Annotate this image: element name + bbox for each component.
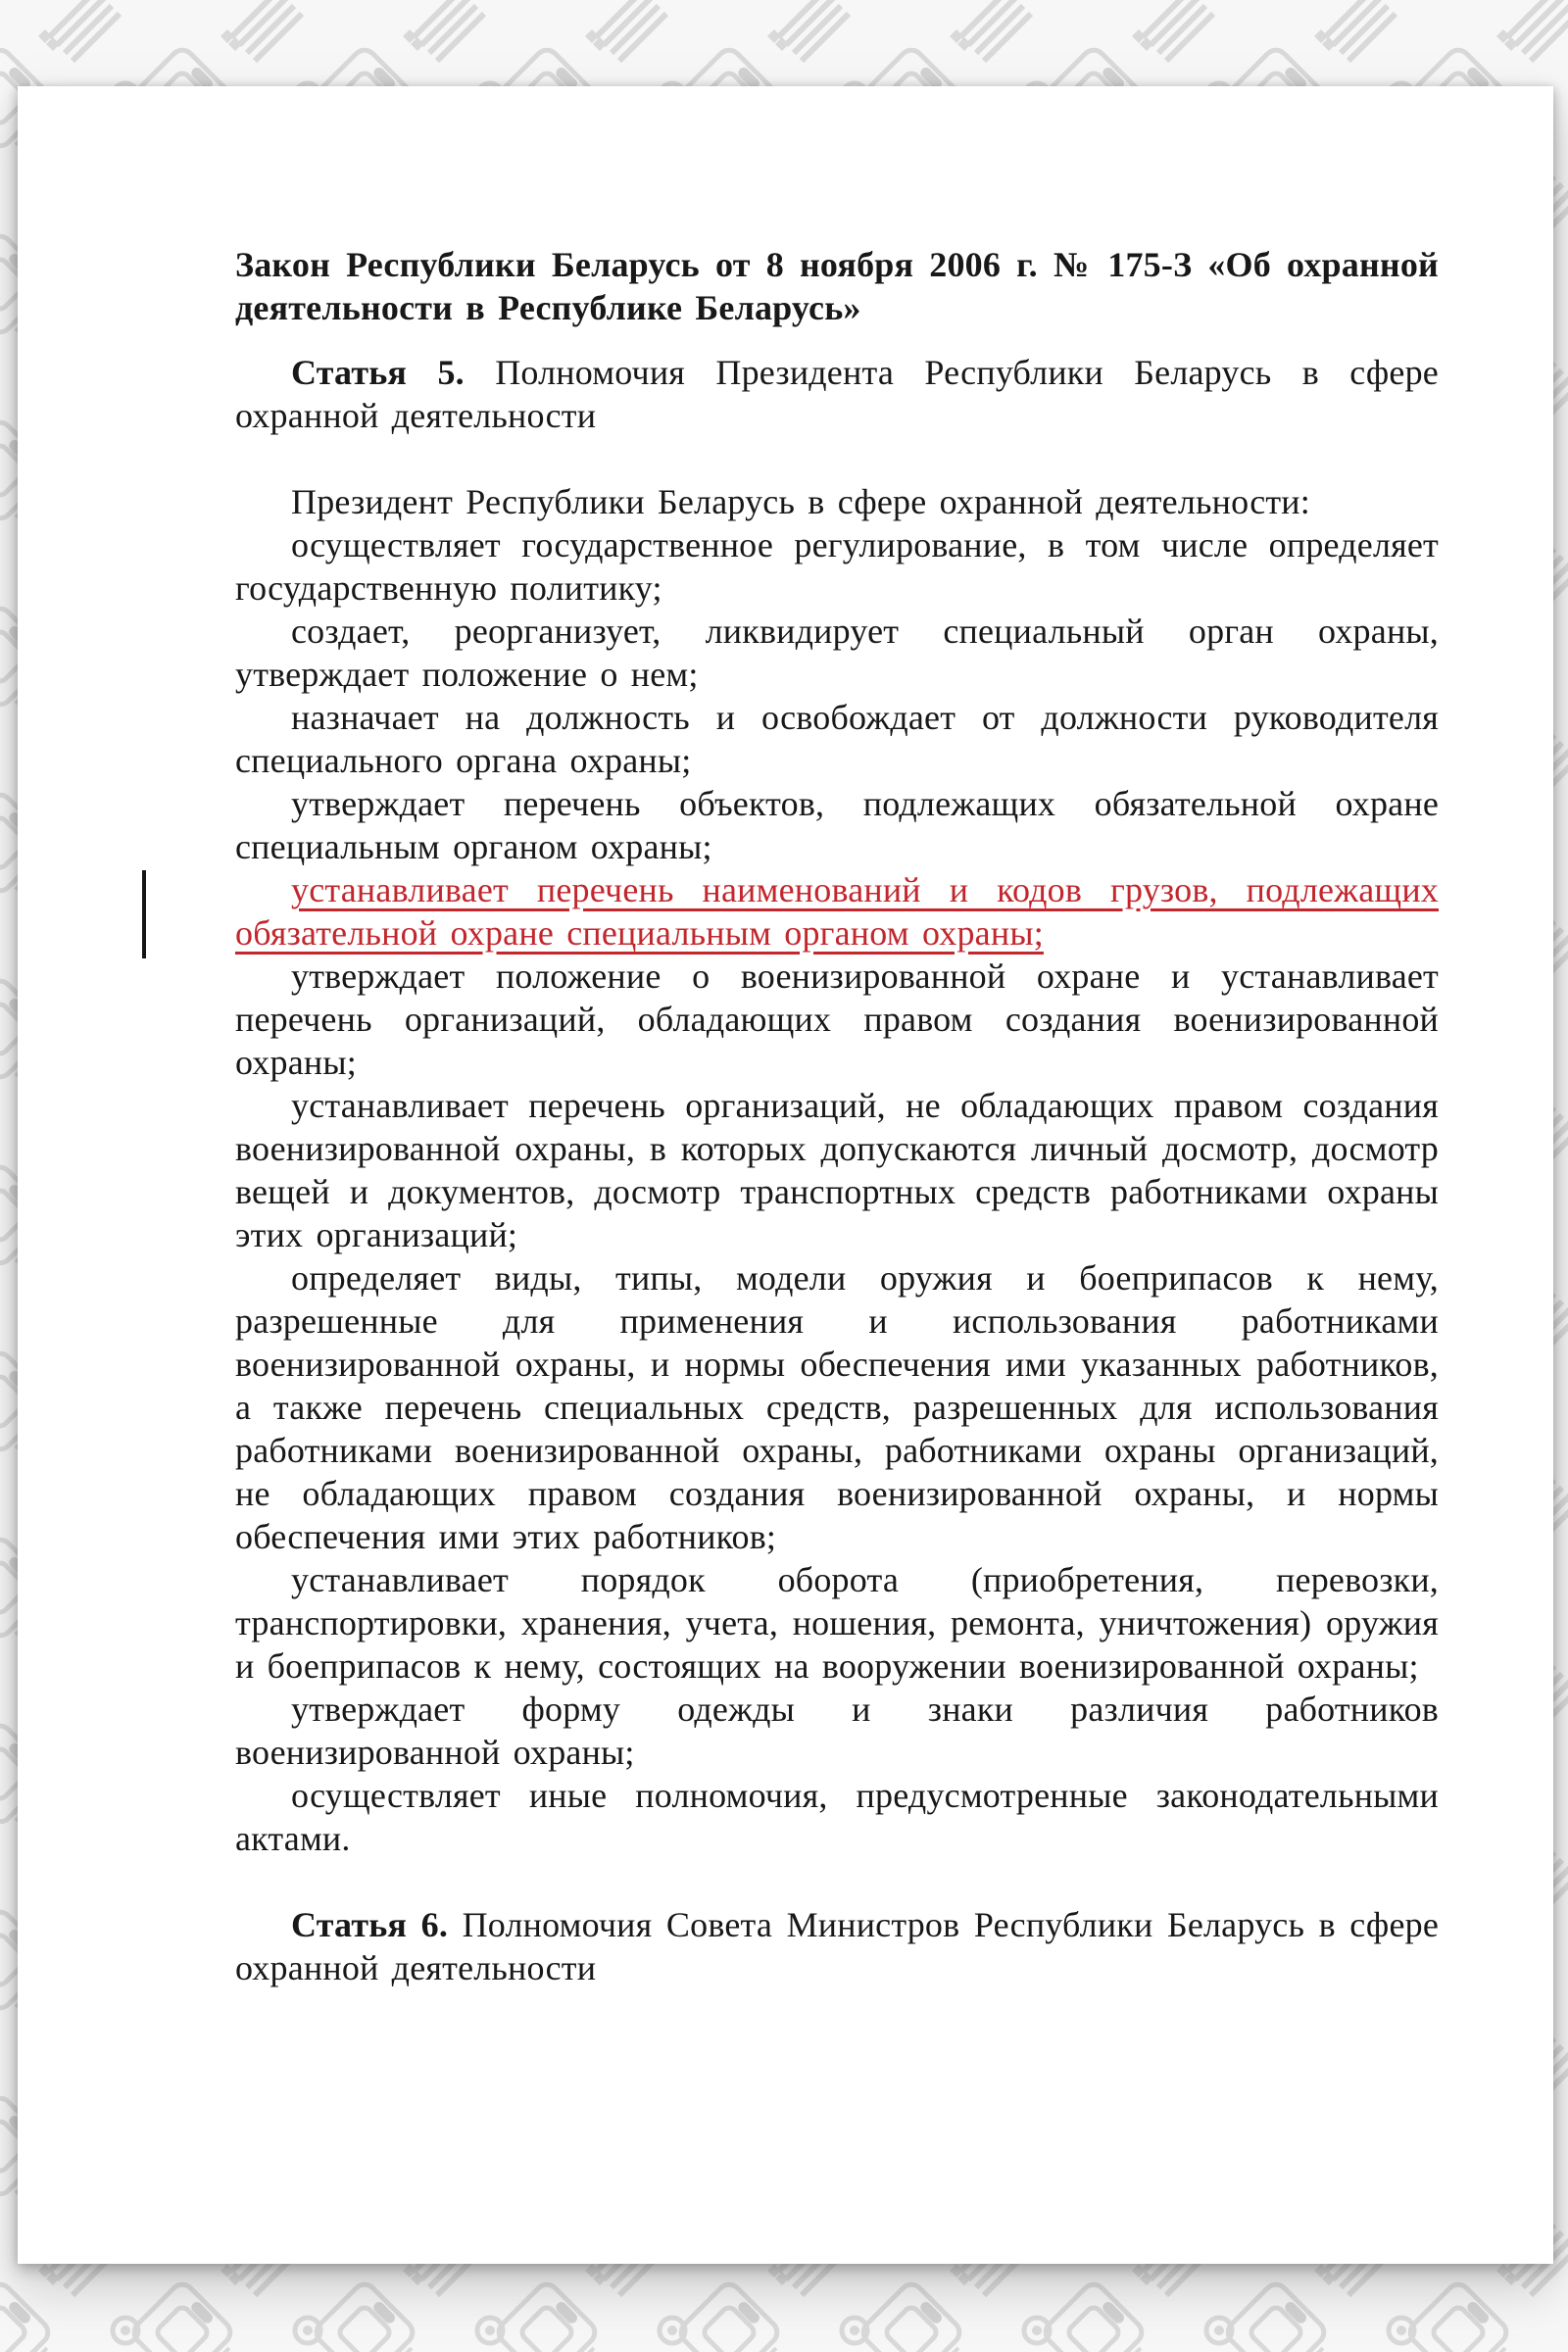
article-6-label: Статья 6.	[291, 1905, 449, 1944]
clause: устанавливает порядок оборота (приобретения, перевозки, транспортировки, хранения, учета, ношения, ремонта, уничтожения) оружия и боеприпасов к нему, состоящих на вооружении военизированной охраны;	[235, 1560, 1439, 1686]
clause: утверждает положение о военизированной охране и устанавливает перечень организаций, обладающих правом создания военизированной охраны;	[235, 956, 1439, 1082]
clause: создает, реорганизует, ликвидирует специальный орган охраны, утверждает положение о нем;	[235, 612, 1439, 694]
change-bar-marker	[142, 870, 146, 958]
article-5-heading-text: Полномочия Президента Республики Беларусь в сфере охранной деятельности	[235, 353, 1439, 435]
clause: назначает на должность и освобождает от должности руководителя специального органа охраны;	[235, 698, 1439, 780]
clause: утверждает форму одежды и знаки различия работников военизированной охраны;	[235, 1690, 1439, 1772]
article-6-heading-text: Полномочия Совета Министров Республики Беларусь в сфере охранной деятельности	[235, 1905, 1440, 1987]
clause-highlighted: устанавливает перечень наименований и кодов грузов, подлежащих обязательной охране специальным органом охраны;	[235, 868, 1439, 955]
clause: устанавливает перечень организаций, не обладающих правом создания военизированной охраны, в которых допускаются личный досмотр, досмотр вещей и документов, досмотр транспортных средств работниками охраны этих организаций;	[235, 1086, 1439, 1254]
clause-list	[235, 523, 1439, 1860]
clause: осуществляет государственное регулирование, в том числе определяет государственную политику;	[235, 525, 1439, 608]
article-5-heading	[235, 351, 1439, 437]
document-title: Закон Республики Беларусь от 8 ноября 2006 г. № 175-З «Об охранной деятельности в Республике Беларусь»	[235, 245, 1439, 327]
article-6-heading	[235, 1903, 1439, 1989]
clause: осуществляет иные полномочия, предусмотренные законодательными актами.	[235, 1776, 1439, 1858]
clause: утверждает перечень объектов, подлежащих обязательной охране специальным органом охраны;	[235, 784, 1439, 866]
document-page	[18, 86, 1553, 2264]
article-5-label: Статья 5.	[291, 353, 465, 392]
intro-paragraph: Президент Республики Беларусь в сфере охранной деятельности:	[291, 482, 1310, 521]
clause: определяет виды, типы, модели оружия и боеприпасов к нему, разрешенные для применения и использования работниками военизированной охраны, и нормы обеспечения ими указанных работников, а также перечень специальных средств, разрешенных для использования работниками военизированной охраны, работниками охраны организаций, не обладающих правом создания военизированной охраны, и нормы обеспечения ими этих работников;	[235, 1258, 1439, 1556]
